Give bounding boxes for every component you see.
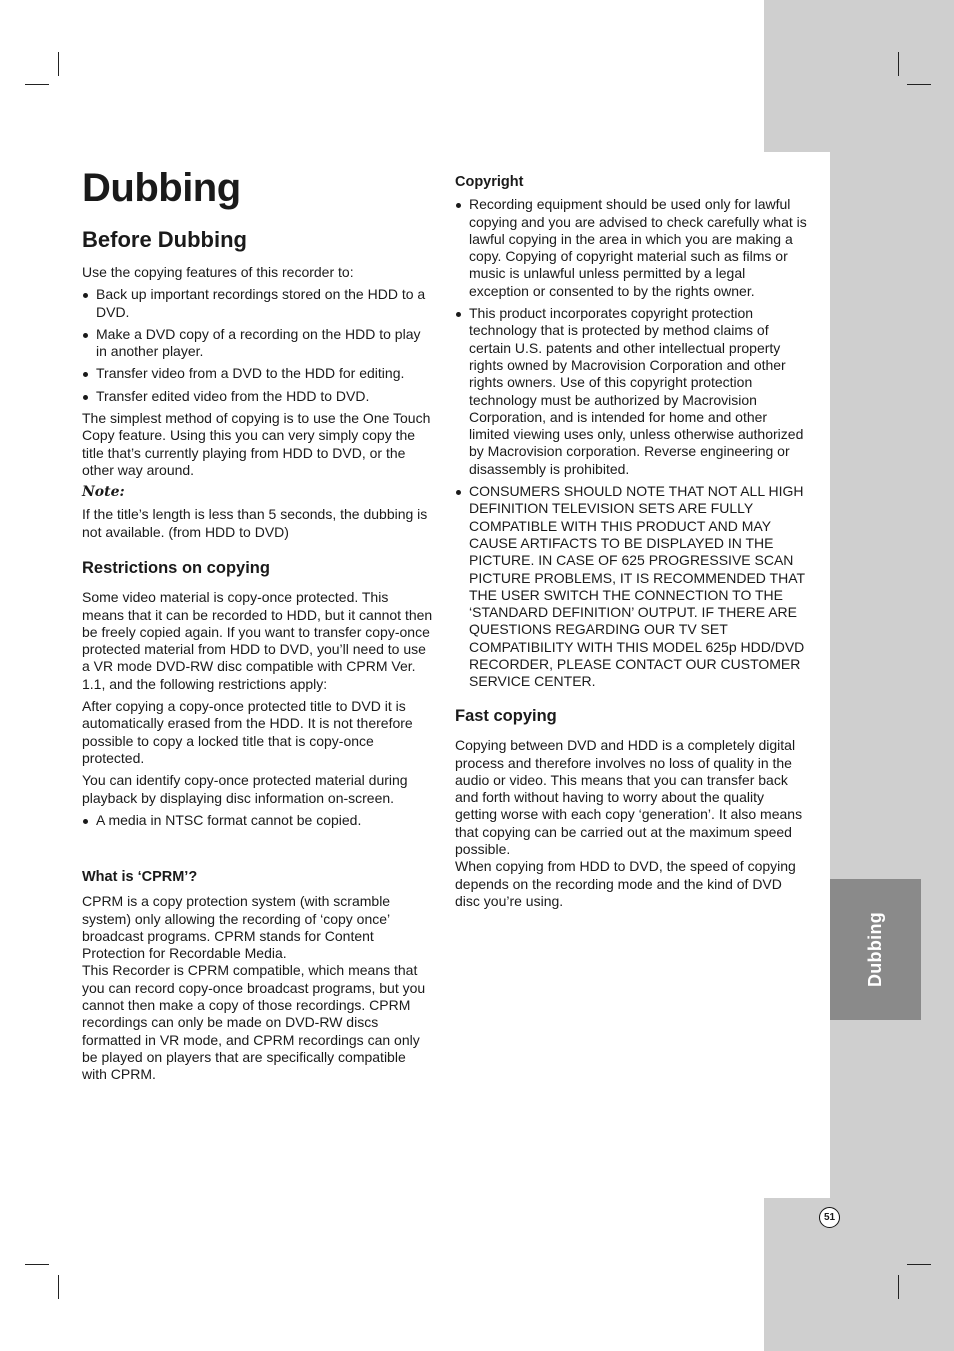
restrictions-heading: Restrictions on copying <box>82 559 270 577</box>
copyright-list <box>455 196 809 690</box>
list-item: Back up important recordings stored on the HDD to a DVD. <box>82 286 434 321</box>
list-item: Recording equipment should be used only for lawful copying and you are advised to check carefully what is lawful copying in the area in which you are making a copy. Copying of copyright material such as films or music is unlawful unless permitted by a legal exception or consented to by the rights owner. <box>455 196 809 300</box>
side-tab-label: Dubbing <box>864 911 885 988</box>
restrictions-section <box>82 560 434 834</box>
section-heading-before-dubbing: Before Dubbing <box>82 227 247 252</box>
cprm-p2: This Recorder is CPRM compatible, which means that you can record copy-once broadcast programs, but you cannot then make a copy of those recordings. CPRM recordings can only be made on DVD-RW discs formatted in VR mode, and CPRM recordings can only be played on players that are specifically compatible with CPRM. <box>82 962 426 1083</box>
fast-copying-heading: Fast copying <box>455 707 557 725</box>
cprm-heading: What is ‘CPRM’? <box>82 869 198 885</box>
list-item: Make a DVD copy of a recording on the HDD to play in another player. <box>82 326 434 361</box>
section-side-tab <box>830 879 921 1020</box>
crop-mark <box>25 1264 49 1265</box>
fast-copying-p2: When copying from HDD to DVD, the speed of copying depends on the recording mode and the kind of DVD disc you’re using. <box>455 858 796 909</box>
before-dubbing-body <box>82 264 434 484</box>
list-item: This product incorporates copyright protection technology that is protected by method claims of certain U.S. patents and other intellectual property rights owned by Macrovision Corporation and other rights owners. Use of this copyright protection technology must be authorized by Macrovision Corporation, and is intended for home and other limited viewing uses only, unless otherwise authorized by Macrovision corporation. Reverse engineering or disassembly is prohibited. <box>455 305 809 478</box>
crop-mark <box>25 84 49 85</box>
intro-text: Use the copying features of this recorder to: <box>82 264 354 280</box>
crop-mark <box>898 52 899 76</box>
copy-uses-list <box>82 286 434 405</box>
cprm-p1: CPRM is a copy protection system (with scramble system) only allowing the recording of ‘copy once’ broadcast programs. CPRM stands for Content Protection for Recordable Media. <box>82 893 391 962</box>
crop-mark <box>58 52 59 76</box>
restrictions-p1: Some video material is copy-once protected. This means that it can be recorded to HDD, but it cannot then be freely copied again. If you want to transfer copy-once protected material from HDD to DVD, you’ll need to use a VR mode DVD-RW disc compatible with CPRM Ver. 1.1, and the following restrictions apply: <box>82 589 433 692</box>
page-number-badge: 51 <box>819 1207 840 1228</box>
copyright-section <box>455 174 809 696</box>
cprm-section <box>82 869 434 1089</box>
list-item: Transfer video from a DVD to the HDD for editing. <box>82 365 434 382</box>
simplest-method-text: The simplest method of copying is to use the One Touch Copy feature. Using this you can very simply copy the title that’s currently playing from HDD to DVD, or the other way around. <box>82 410 431 478</box>
page-title: Dubbing <box>82 166 241 210</box>
crop-mark <box>898 1275 899 1299</box>
crop-mark <box>907 1264 931 1265</box>
note-text: If the title’s length is less than 5 seconds, the dubbing is not available. (from HDD to DVD) <box>82 506 428 540</box>
restrictions-p2: After copying a copy-once protected title to DVD it is automatically erased from the HDD. It is not therefore possible to copy a locked title that is copy-once protected. <box>82 698 413 766</box>
crop-mark <box>58 1275 59 1299</box>
note-block <box>82 484 434 546</box>
restrictions-p3: You can identify copy-once protected material during playback by displaying disc information on-screen. <box>82 772 408 806</box>
note-label: Note: <box>82 484 125 500</box>
fast-copying-section <box>455 708 809 915</box>
list-item: Transfer edited video from the HDD to DVD. <box>82 388 434 405</box>
list-item: CONSUMERS SHOULD NOTE THAT NOT ALL HIGH DEFINITION TELEVISION SETS ARE FULLY COMPATIBLE WITH THIS PRODUCT AND MAY CAUSE ARTIFACTS TO BE DISPLAYED IN THE PICTURE. IN CASE OF 625 PROGRESSIVE SCAN PICTURE PROBLEMS, IT IS RECOMMENDED THAT THE USER SWITCH THE CONNECTION TO THE ‘STANDARD DEFINITION’ OUTPUT. IF THERE ARE QUESTIONS REGARDING OUR TV SET COMPATIBILITY WITH THIS MODEL 625p HDD/DVD RECORDER, PLEASE CONTACT OUR CUSTOMER SERVICE CENTER. <box>455 483 809 691</box>
fast-copying-p1: Copying between DVD and HDD is a completely digital process and therefore involves no loss of quality in the audio or video. This means that you can transfer back and forth without having to worry about the quality getting worse with each copy ‘generation’. It also means that copying can be carried out at the maximum speed possible. <box>455 737 803 858</box>
restrictions-list <box>82 812 434 829</box>
crop-mark <box>907 84 931 85</box>
list-item: A media in NTSC format cannot be copied. <box>82 812 434 829</box>
copyright-heading: Copyright <box>455 174 524 190</box>
